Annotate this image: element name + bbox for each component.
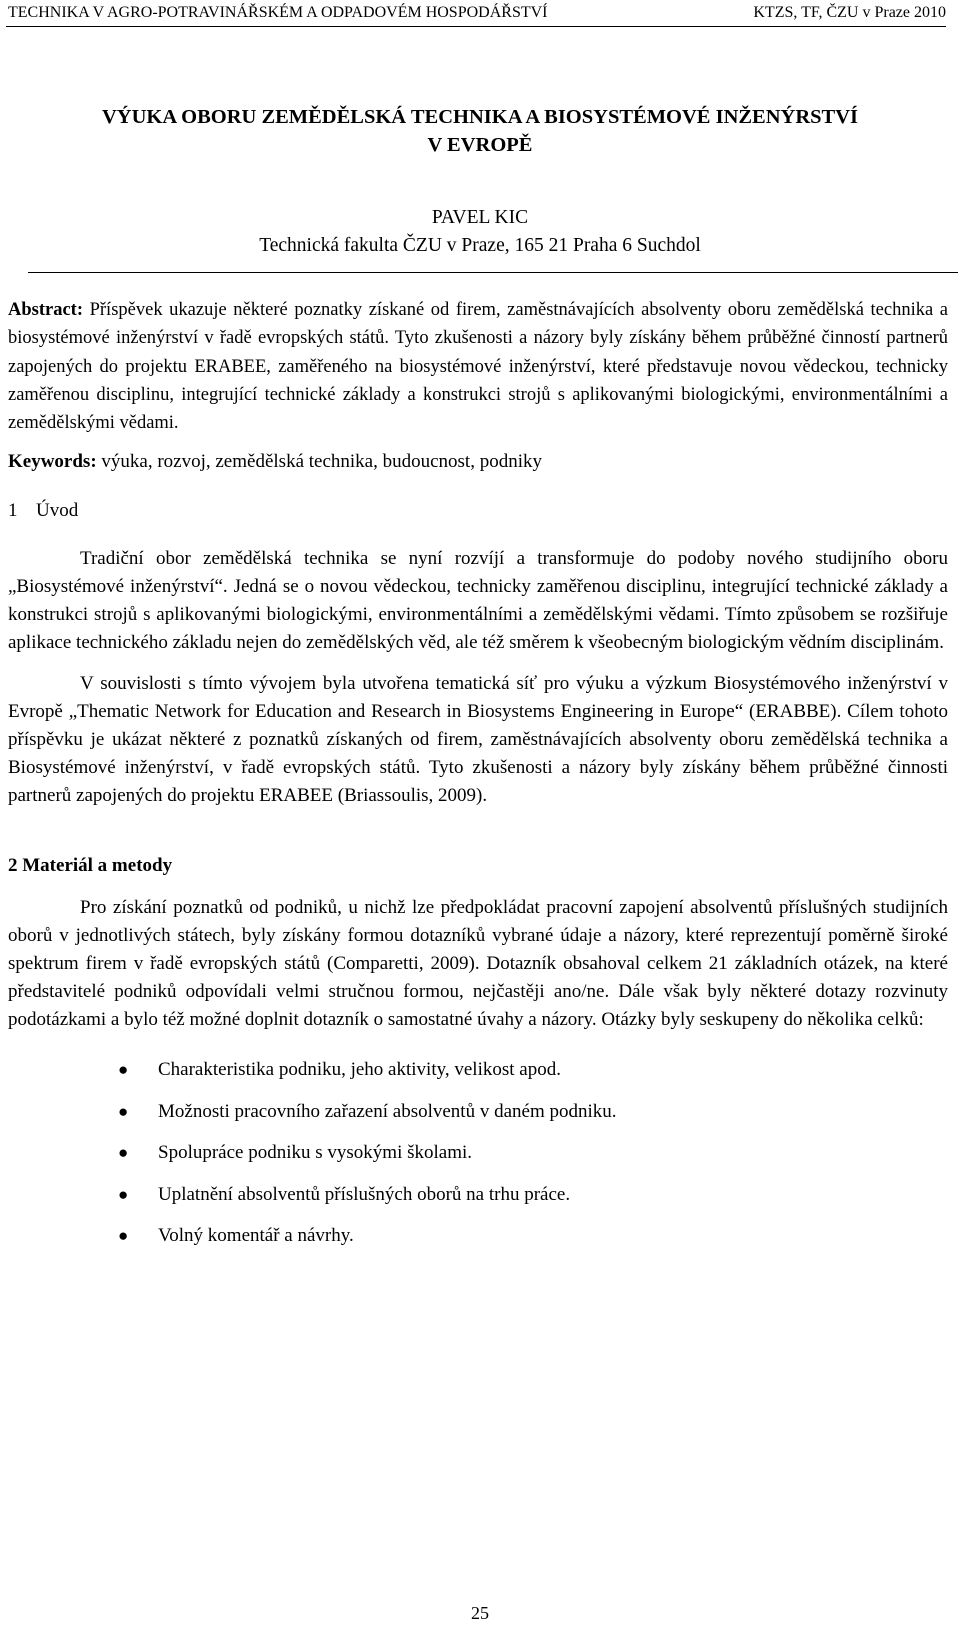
list-item — [8, 1098, 948, 1126]
section-2-paragraph-1: Pro získání poznatků od podniků, u nichž lze předpokládat pracovní zapojení absolventů příslušných studijních oborů v jednotlivých státech, byly získány formou dotazníků vybrané údaje a názory, které reprezentují poměrně široké spektrum firem v řadě evropských států (Comparetti, 2009). Dotazník obsahoval celkem 21 základních otázek, na které představitelé podniků odpovídali velmi stručnou formou, nejčastěji ano/ne. Dále však byly některé dotazy rozvinuty podotázkami a bylo též možné doplnit dotazník o samostatné úvahy a názory. Otázky byly seskupeny do několika celků: — [8, 897, 948, 1031]
keywords-text: výuka, rozvoj, zemědělská technika, budoucnost, podniky — [96, 451, 542, 473]
bullet-icon: ● — [118, 1060, 129, 1080]
bullet-icon: ● — [118, 1101, 129, 1121]
title-divider — [28, 272, 958, 273]
bullet-icon: ● — [118, 1226, 129, 1246]
bullet-icon: ● — [118, 1143, 129, 1163]
abstract-text: Příspěvek ukazuje některé poznatky získané od firem, zaměstnávajících absolventy oboru zemědělská technika a biosystémové inženýrství v řadě evropských států. Tyto zkušenosti a názory byly získány během průběžné činností partnerů zapojených do projektu ERABEE, zaměřeného na biosystémové inženýrství, které představuje novou vědeckou, technicky zaměřenou disciplinu, integrující technické základy a konstrukci strojů s aplikovanými biologickými, environmentálními a zemědělskými vědami. — [8, 300, 948, 434]
list-item — [8, 1222, 948, 1250]
author-name: PAVEL KIC — [431, 207, 529, 228]
list-item-text: Charakteristika podniku, jeho aktivity, velikost apod. — [158, 1059, 561, 1081]
header-publisher: KTZS, TF, ČZU v Praze 2010 — [753, 4, 946, 21]
section-1-title: Úvod — [36, 500, 79, 522]
section-1-paragraph-2: V souvislosti s tímto vývojem byla utvořena tematická síť pro výuku a výzkum Biosystémového inženýrství v Evropě „Thematic Network for Education and Research in Biosystems Engineering in Europe“ (ERABBE). Cílem tohoto příspěvku je ukázat některé z poznatků získaných od firem, zaměstnávajících absolventy oboru zemědělská technika a Biosystémové inženýrství, v řadě evropských států. Tyto zkušenosti a názory byly získány během průběžné činnosti partnerů zapojených do projektu ERABEE (Briassoulis, 2009). — [8, 673, 948, 807]
section-1-number: 1 — [8, 500, 18, 522]
keywords — [8, 448, 948, 476]
list-item-text: Spolupráce podniku s vysokými školami. — [158, 1142, 473, 1164]
author-affiliation: Technická fakulta ČZU v Praze, 165 21 Praha 6 Suchdol — [259, 235, 701, 256]
list-item-text: Možnosti pracovního zařazení absolventů v daném podniku. — [158, 1100, 617, 1122]
list-item — [8, 1181, 948, 1209]
section-2-heading: 2 Materiál a metody — [8, 855, 173, 877]
list-item-text: Volný komentář a návrhy. — [158, 1225, 354, 1247]
header-journal-title: TECHNIKA V AGRO-POTRAVINÁŘSKÉM A ODPADOVÉM HOSPODÁŘSTVÍ — [8, 4, 548, 21]
page-number: 25 — [471, 1603, 489, 1623]
abstract — [8, 296, 948, 437]
title-block — [10, 103, 950, 260]
paper-title-line-1: VÝUKA OBORU ZEMĚDĚLSKÁ TECHNIKA A BIOSYSTÉMOVÉ INŽENÝRSTVÍ — [101, 106, 859, 128]
list-item — [8, 1056, 948, 1084]
running-header — [6, 0, 946, 27]
paper-title — [10, 103, 950, 159]
list-item-text: Uplatnění absolventů příslušných oborů na trhu práce. — [158, 1183, 571, 1205]
abstract-label: Abstract: — [8, 300, 84, 320]
question-groups-list — [8, 1056, 948, 1250]
section-1-paragraph-1: Tradiční obor zemědělská technika se nyní rozvíjí a transformuje do podoby nového studijního oboru „Biosystémové inženýrství“. Jedná se o novou vědeckou, technicky zaměřenou disciplinu, integrující technické základy a konstrukci strojů s aplikovanými biologickými, environmentálními a zemědělskými vědami. Tímto způsobem se rozšiřuje aplikace technického základu nejen do zemědělských věd, ale též směrem k všeobecným biologickým vědním disciplinám. — [8, 548, 948, 654]
paper-title-line-2: V EVROPĚ — [427, 134, 533, 156]
bullet-icon: ● — [118, 1184, 129, 1204]
section-1-heading — [8, 497, 948, 525]
keywords-label: Keywords: — [8, 451, 97, 473]
list-item — [8, 1139, 948, 1167]
article-body — [8, 296, 948, 1264]
